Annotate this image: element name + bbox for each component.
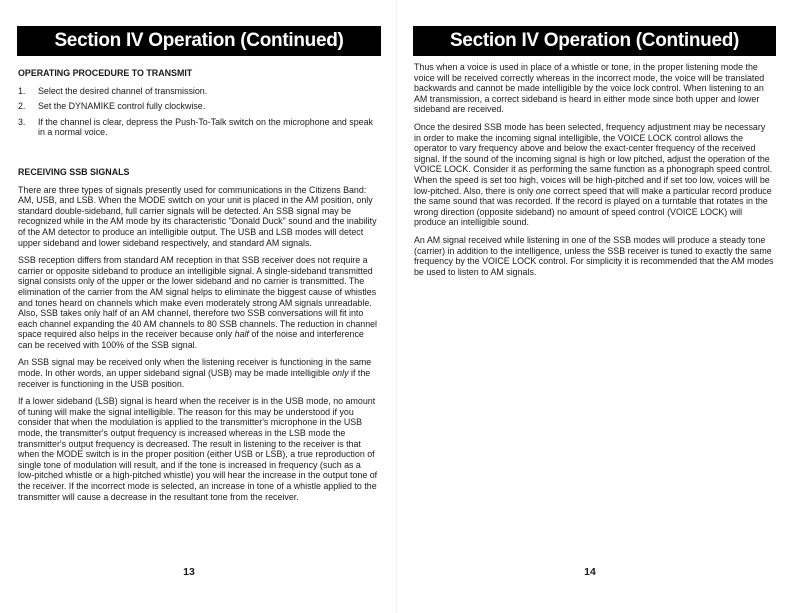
page-number: 13 bbox=[183, 566, 195, 578]
page-number: 14 bbox=[584, 566, 596, 578]
step-text: If the channel is clear, depress the Push-To-Talk switch on the microphone and speak in a normal voice. bbox=[38, 116, 373, 138]
step-item bbox=[18, 101, 378, 112]
right-page bbox=[397, 0, 793, 613]
paragraph: An AM signal received while listening in one of the SSB modes will produce a steady tone (carrier) in addition to the intelligence, unless the SSB receiver is tuned to exactly the same frequency by the VOICE LOCK control. For simplicity it is recommended that the AM modes be used to listen to AM signals. bbox=[414, 234, 774, 277]
step-number: 3. bbox=[18, 116, 26, 127]
step-item bbox=[18, 86, 378, 97]
step-text: Set the DYNAMIKE control fully clockwise. bbox=[38, 101, 206, 112]
step-item bbox=[18, 117, 378, 138]
transmit-steps bbox=[18, 86, 378, 138]
left-page bbox=[0, 0, 396, 613]
transmit-heading: OPERATING PROCEDURE TO TRANSMIT bbox=[18, 68, 193, 78]
paragraph: Once the desired SSB mode has been selected, frequency adjustment may be necessary in order to make the incoming signal intelligible, the VOICE LOCK control allows the operator to vary frequency above and below the exact-center frequency of the received signal. If the sound of the incoming signal is high or low pitched, adjust the operation of the VOICE LOCK. Consider it as performing the same function as a phonograph speed control. When the speed is set too high, voices will be high-pitched and if set too low, voices will be low-pitched. Also, there is only one correct speed that will make a particular record produce the same sound that was recorded. If the record is played on a turntable that rotates in the wrong direction (opposite sideband) no amount of speed control (VOICE LOCK) will produce an intelligible sound. bbox=[414, 121, 773, 228]
paragraph: SSB reception differs from standard AM reception in that SSB receiver does not require a carrier or opposite sideband to produce an intelligible signal. A single-sideband transmitted signal consists only of the upper or the lower sideband and no carrier is transmitted. The elimination of the carrier from the AM signal helps to eliminate the biggest cause of whistles and tones heard on channels which make even moderately strong AM signals unreadable. Also, SSB takes only half of an AM channel, therefore two SSB conversations will fit into each channel expanding the 40 AM channels to 80 SSB channels. The reduction in channel space required also helps in the receiver because only half of the noise and interference can be received with 100% of the SSB signal. bbox=[18, 255, 378, 350]
step-number: 1. bbox=[18, 85, 26, 96]
section-banner-left: Section IV Operation (Continued) bbox=[17, 26, 381, 56]
paragraph: An SSB signal may be received only when the listening receiver is functioning in the same mode. In other words, an upper sideband signal (USB) may be made intelligible only if the receiver is functioning in the USB position. bbox=[18, 357, 372, 389]
left-page-content bbox=[18, 62, 378, 509]
step-number: 2. bbox=[18, 101, 26, 112]
right-page-content bbox=[414, 62, 774, 284]
step-text: Select the desired channel of transmission. bbox=[38, 85, 208, 96]
paragraph: There are three types of signals presently used for communications in the Citizens Band: AM, USB, and LSB. When the MODE switch on your unit is placed in the AM position, only standard double-sideband, full carrier signals will be detected. An SSB signal may be recognized while in the AM mode by its characteristic "Donald Duck" sound and the inability of the AM detector to produce an intelligible output. The USB and LSB modes will detect upper sideband and lower sideband respectively, and standard AM signals. bbox=[18, 184, 377, 248]
paragraph: Thus when a voice is used in place of a whistle or tone, in the proper listening mode the voice will be received correctly whereas in the incorrect mode, the voice will be translated backwards and cannot be made intelligible by the voice lock control. When listening to an AM transmission, a correct sideband is heard in either mode since both upper and lower sideband are received. bbox=[414, 62, 765, 115]
section-banner-right: Section IV Operation (Continued) bbox=[413, 26, 776, 56]
receiving-heading: RECEIVING SSB SIGNALS bbox=[18, 166, 130, 177]
paragraph: If a lower sideband (LSB) signal is heard when the receiver is in the USB mode, no amount of tuning will make the signal intelligible. The reason for this may be understood if you consider that when the modulation is applied to the transmitter's microphone in the USB mode, the transmitter's output frequency is increased whereas in the LSB mode the transmitter's output frequency is decreased. The result in listening to the receiver is that when the MODE switch is in the proper position (either USB or LSB), a true reproduction of single tone of modulation will result, and if the tone is increased in frequency (such as a low-pitched whistle or a high-pitched whistle) you will hear the increase in the output tone of the receiver. If the incorrect mode is selected, an increase in tone of a whistle applied to the transmitter will cause a decrease in the resultant tone from the receiver. bbox=[18, 396, 378, 502]
